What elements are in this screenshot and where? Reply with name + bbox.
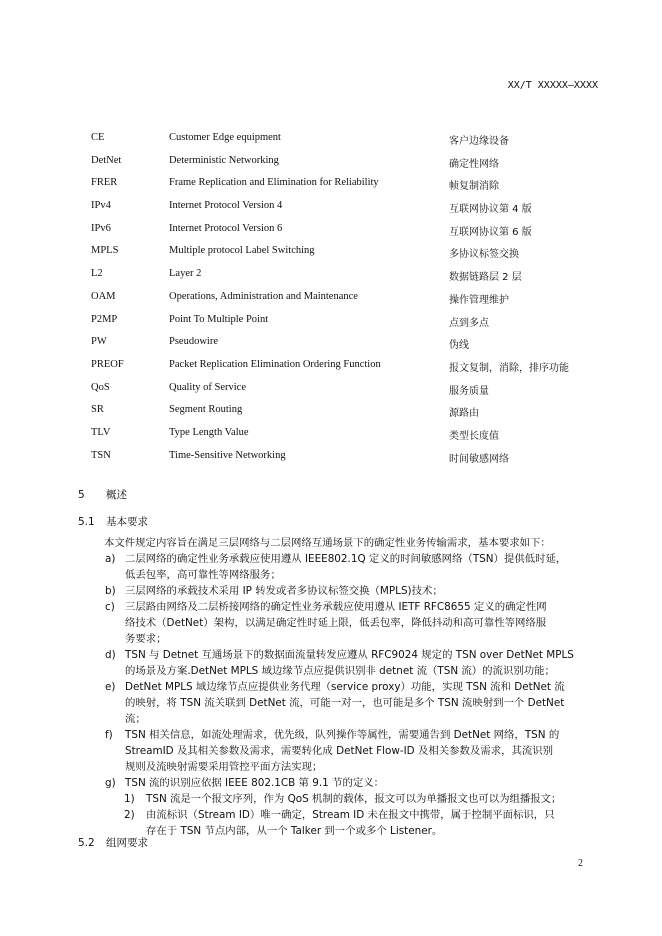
abbreviation-table [0,132,662,472]
abbreviation-row [0,155,662,178]
list-item-text: 低丢包率，高可靠性等网络服务； [125,569,281,581]
list-item [0,663,662,679]
list-item [0,679,662,695]
section-number: 5 [78,489,85,501]
abbreviation-row [0,132,662,155]
english-term: Layer 2 [169,268,202,280]
abbreviation: IPv4 [91,200,111,212]
list-item [0,615,662,631]
english-term: Internet Protocol Version 4 [169,200,283,212]
english-term: Customer Edge equipment [169,132,281,143]
abbreviation-row [0,268,662,291]
abbreviation-row [0,223,662,246]
chinese-term: 互联网协议第 6 版 [449,226,532,238]
list-item [0,567,662,583]
abbreviation-row [0,200,662,223]
list-label: c) [105,601,115,613]
abbreviation: DetNet [91,154,122,166]
list-item-text: 络技术（DetNet）架构，以满足确定性时延上限，低丢包率，降低抖动和高可靠性等网络服 [125,617,547,629]
english-term: Deterministic Networking [169,154,279,166]
chinese-term: 帧复制消除 [449,181,499,193]
sub-list-item [0,791,662,807]
english-term: Segment Routing [169,404,243,416]
abbreviation: PW [91,336,107,348]
abbreviation: P2MP [91,313,118,325]
sub-list-item [0,807,662,823]
section-5-1-body [0,535,662,839]
abbreviation: SR [91,404,104,416]
abbreviation: IPv6 [91,222,111,234]
section-number: 5.1 [78,516,95,528]
list-item-text: TSN 流是一个报文序列，作为 QoS 机制的载体，报文可以为单播报文也可以为组播报文； [146,793,562,805]
chinese-term: 服务质量 [449,385,489,397]
list-item-text: DetNet MPLS 域边缘节点应提供业务代理（service proxy）功能，实现 TSN 流和 DetNet 流 [125,681,565,693]
list-label: 2) [124,809,135,821]
list-item-text: 存在于 TSN 节点内部，从一个 Talker 到一个或多个 Listener。 [146,825,443,837]
list-item [0,583,662,599]
chinese-term: 伪线 [449,340,469,352]
english-term: Packet Replication Elimination Ordering Function [169,358,381,370]
chinese-term: 报文复制，消除，排序功能 [449,362,569,374]
list-item [0,551,662,567]
list-item-text: TSN 流的识别应依据 IEEE 802.1CB 第 9.1 节的定义： [125,777,385,789]
list-item [0,599,662,615]
list-item-text: 二层网络的确定性业务承载应使用遵从 IEEE802.1Q 定义的时间敏感网络（TSN）提供低时延， [125,553,567,565]
chinese-term: 类型长度值 [449,430,499,442]
english-term: Pseudowire [169,336,218,348]
list-label: 1) [124,793,135,805]
section-number: 5.2 [78,837,95,849]
abbreviation: FRER [91,177,118,189]
section-title: 概述 [106,489,127,501]
list-item-text: 三层路由网络及二层桥接网络的确定性业务承载应使用遵从 IETF RFC8655 定义的确定性网 [125,601,547,613]
list-item-text: 规则及流映射需要采用管控平面方法实现； [125,761,323,773]
list-item-text: 的映射，将 TSN 流关联到 DetNet 流，可能一对一，也可能是多个 TSN 流映射到一个 DetNet [125,697,565,709]
abbreviation: MPLS [91,245,119,257]
list-item-text: StreamID 及其相关参数及需求，需要转化成 DetNet Flow-ID 及相关参数及需求，其流识别 [125,745,554,757]
list-label: g) [105,777,116,789]
chinese-term: 源路由 [449,408,479,420]
abbreviation-row [0,245,662,268]
list-item [0,631,662,647]
list-item-text: 流； [125,713,146,725]
abbreviation-row [0,450,662,473]
list-item-text: 务要求； [125,633,167,645]
list-item-text: 由流标识（Stream ID）唯一确定，Stream ID 未在报文中携带，属于控制平面标识，只 [146,809,555,821]
abbreviation-row [0,382,662,405]
chinese-term: 操作管理维护 [449,294,509,306]
english-term: Quality of Service [169,381,246,393]
section-title: 基本要求 [106,516,148,528]
chinese-term: 点到多点 [449,317,489,329]
list-item [0,647,662,663]
document-code-header: XX/T XXXXX—XXXX [507,80,598,91]
abbreviation: OAM [91,290,116,302]
abbreviation-row [0,404,662,427]
list-item [0,727,662,743]
list-item-text: TSN 相关信息，如流处理需求，优先级，队列操作等属性，需要通告到 DetNet 网络，TSN 的 [125,729,560,741]
list-item [0,759,662,775]
abbreviation: L2 [91,268,103,280]
english-term: Internet Protocol Version 6 [169,222,283,234]
list-label: a) [105,553,116,565]
abbreviation: TSN [91,449,111,461]
chinese-term: 多协议标签交换 [449,249,519,261]
abbreviation-row [0,177,662,200]
list-item-text: 的场景及方案.DetNet MPLS 域边缘节点应提供识别非 detnet 流（TSN 流）的流识别功能； [125,665,555,677]
section-title: 组网要求 [106,837,148,849]
english-term: Point To Multiple Point [169,313,269,325]
list-item [0,775,662,791]
abbreviation-row [0,359,662,382]
english-term: Operations, Administration and Maintenance [169,290,358,302]
list-label: d) [105,649,116,661]
abbreviation-row [0,291,662,314]
list-item-text: TSN 与 Detnet 互通场景下的数据面流量转发应遵从 RFC9024 规定的 TSN over DetNet MPLS [125,649,574,661]
abbreviation: TLV [91,426,111,438]
list-label: f) [105,729,113,741]
abbreviation: PREOF [91,358,124,370]
section-heading-5 [78,487,127,502]
page-number: 2 [578,858,583,869]
english-term: Multiple protocol Label Switching [169,245,315,257]
list-item [0,711,662,727]
intro-paragraph: 本文件规定内容旨在满足三层网络与二层网络互通场景下的确定性业务传输需求，基本要求如下： [104,537,551,549]
list-label: b) [105,585,116,597]
abbreviation: CE [91,132,105,143]
chinese-term: 客户边缘设备 [449,136,509,147]
chinese-term: 互联网协议第 4 版 [449,204,532,216]
list-item [0,743,662,759]
english-term: Frame Replication and Elimination for Reliability [169,177,379,189]
list-item-text: 三层网络的承载技术采用 IP 转发或者多协议标签交换（MPLS)技术； [125,585,443,597]
section-heading-5-1 [78,514,148,529]
chinese-term: 时间敏感网络 [449,453,509,465]
abbreviation-row [0,427,662,450]
abbreviation-row [0,314,662,337]
chinese-term: 确定性网络 [449,158,499,170]
english-term: Type Length Value [169,426,249,438]
english-term: Time-Sensitive Networking [169,449,286,461]
abbreviation: QoS [91,381,110,393]
list-label: e) [105,681,116,693]
section-heading-5-2 [78,835,148,850]
list-item [0,695,662,711]
abbreviation-row [0,336,662,359]
chinese-term: 数据链路层 2 层 [449,272,522,284]
